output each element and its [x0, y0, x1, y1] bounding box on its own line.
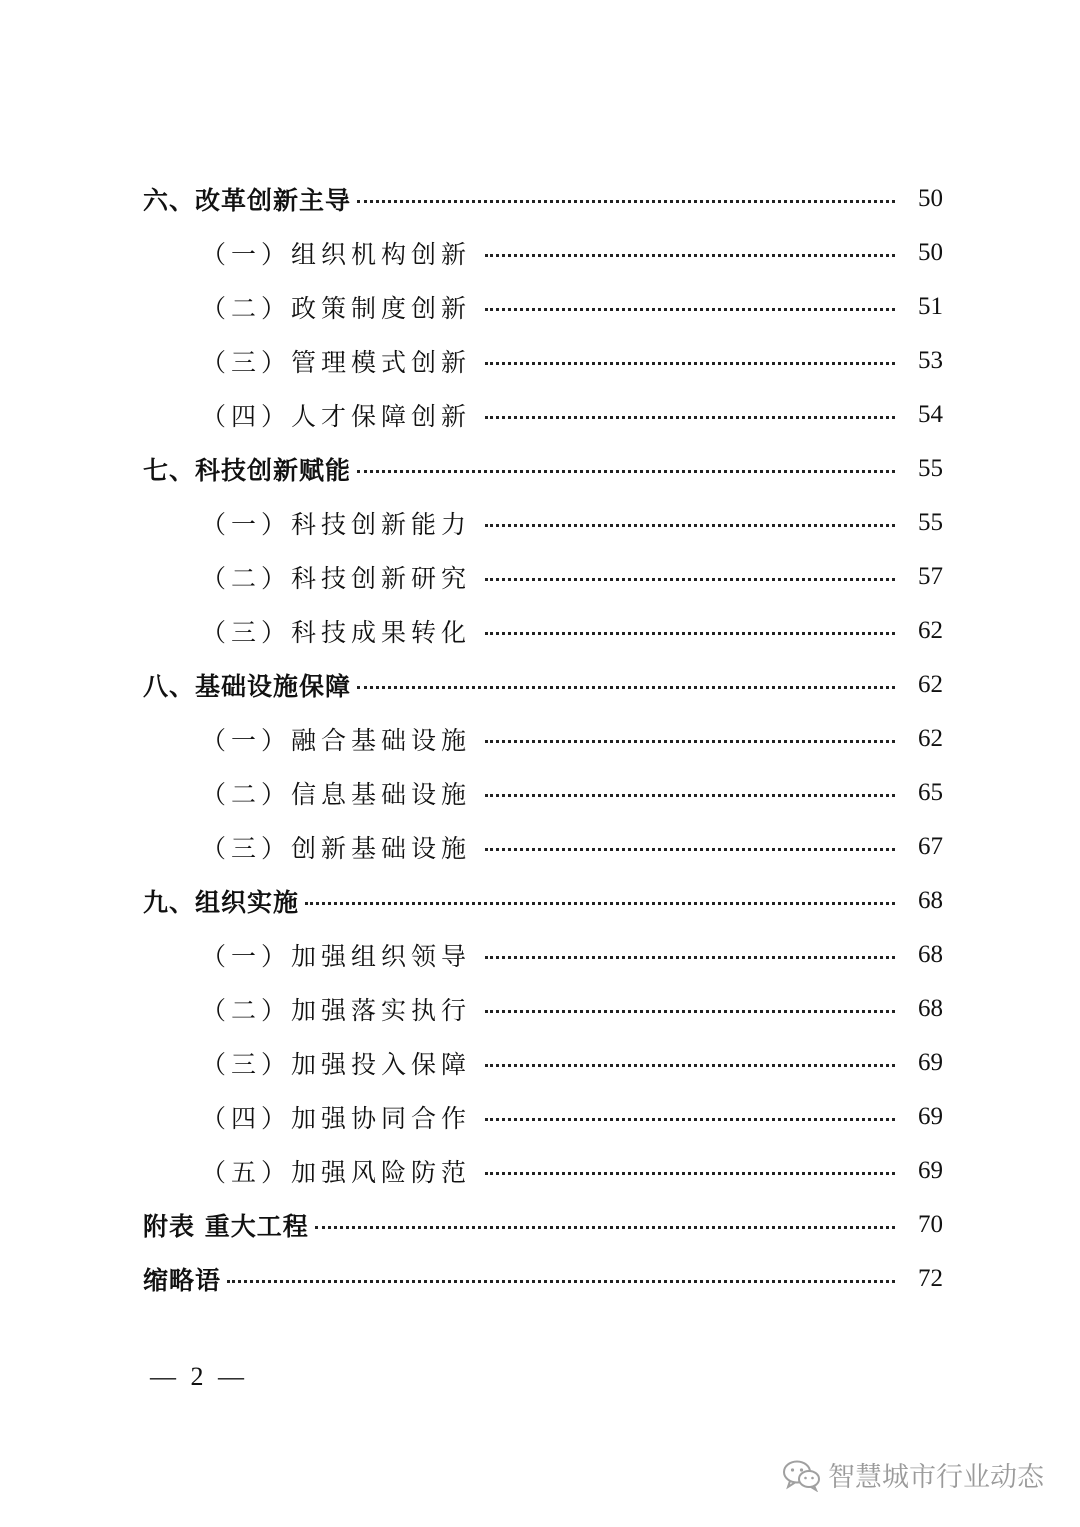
toc-subentry-8-1[interactable]: [143, 712, 943, 766]
toc-page-number: 50: [918, 239, 943, 266]
toc-entry-7[interactable]: [143, 442, 943, 496]
toc-page-number: 68: [918, 941, 943, 968]
wechat-icon: [782, 1458, 822, 1492]
toc-entry-title: 七、科技创新赋能: [143, 456, 352, 485]
dot-leader: [485, 956, 895, 959]
watermark: [782, 1455, 1044, 1494]
toc-page-number: 51: [918, 293, 943, 320]
toc-page-number: 54: [918, 401, 943, 428]
toc-subentry-6-4[interactable]: [143, 388, 943, 442]
toc-entry-title: （三）科技成果转化: [201, 618, 472, 647]
toc-subentry-6-1[interactable]: [143, 226, 943, 280]
toc-entry-title: （五）加强风险防范: [201, 1158, 472, 1187]
toc-entry-title: （四）人才保障创新: [201, 402, 472, 431]
toc-page-number: 50: [918, 185, 943, 212]
toc-page-number: 62: [918, 617, 943, 644]
toc-subentry-7-3[interactable]: [143, 604, 943, 658]
toc-entry-8[interactable]: [143, 658, 943, 712]
toc-page-number: 67: [918, 833, 943, 860]
dot-leader: [485, 1118, 895, 1121]
toc-page-number: 68: [918, 887, 943, 914]
dot-leader: [485, 848, 895, 851]
toc-entry-title: （三）创新基础设施: [201, 834, 472, 863]
toc-entry-6[interactable]: [143, 172, 943, 226]
toc-entry-title: 八、基础设施保障: [143, 672, 352, 701]
toc-page-number: 72: [918, 1265, 943, 1292]
toc-entry-title: （一）加强组织领导: [201, 942, 472, 971]
toc-entry-appendix[interactable]: [143, 1198, 943, 1252]
toc-entry-title: 缩略语: [143, 1266, 222, 1295]
toc-subentry-6-2[interactable]: [143, 280, 943, 334]
toc-page-number: 68: [918, 995, 943, 1022]
toc-entry-title: （二）科技创新研究: [201, 564, 472, 593]
toc-entry-title: 附表 重大工程: [143, 1212, 309, 1241]
dot-leader: [485, 308, 895, 311]
toc-subentry-9-3[interactable]: [143, 1036, 943, 1090]
footer-page-number: — 2 —: [150, 1362, 248, 1391]
dot-leader: [485, 524, 895, 527]
toc-entry-title: （一）组织机构创新: [201, 240, 472, 269]
dot-leader: [485, 416, 895, 419]
toc-entry-9[interactable]: [143, 874, 943, 928]
toc-entry-title: （一）融合基础设施: [201, 726, 472, 755]
toc-entry-title: （三）加强投入保障: [201, 1050, 472, 1079]
toc-page-number: 69: [918, 1103, 943, 1130]
toc-subentry-9-4[interactable]: [143, 1090, 943, 1144]
dot-leader: [485, 794, 895, 797]
dot-leader: [485, 254, 895, 257]
toc-subentry-8-2[interactable]: [143, 766, 943, 820]
toc-entry-title: （二）信息基础设施: [201, 780, 472, 809]
toc-page-number: 55: [918, 509, 943, 536]
toc-entry-title: （二）政策制度创新: [201, 294, 472, 323]
dot-leader: [485, 362, 895, 365]
dot-leader: [357, 686, 895, 689]
watermark-text: 智慧城市行业动态: [828, 1462, 1044, 1493]
dot-leader: [357, 470, 895, 473]
toc-page-number: 62: [918, 725, 943, 752]
table-of-contents: [143, 172, 943, 1306]
toc-entry-title: （四）加强协同合作: [201, 1104, 472, 1133]
toc-subentry-9-5[interactable]: [143, 1144, 943, 1198]
toc-entry-title: （二）加强落实执行: [201, 996, 472, 1025]
toc-entry-title: （三）管理模式创新: [201, 348, 472, 377]
dot-leader: [485, 632, 895, 635]
toc-page-number: 69: [918, 1157, 943, 1184]
toc-entry-title: （一）科技创新能力: [201, 510, 472, 539]
toc-subentry-9-1[interactable]: [143, 928, 943, 982]
toc-page-number: 57: [918, 563, 943, 590]
toc-subentry-7-2[interactable]: [143, 550, 943, 604]
toc-page-number: 53: [918, 347, 943, 374]
dot-leader: [485, 740, 895, 743]
dot-leader: [315, 1226, 895, 1229]
toc-page-number: 70: [918, 1211, 943, 1238]
dot-leader: [485, 578, 895, 581]
dot-leader: [485, 1010, 895, 1013]
toc-entry-title: 九、组织实施: [143, 888, 300, 917]
toc-page-number: 65: [918, 779, 943, 806]
dot-leader: [227, 1280, 895, 1283]
toc-page-number: 69: [918, 1049, 943, 1076]
toc-subentry-6-3[interactable]: [143, 334, 943, 388]
dot-leader: [357, 200, 895, 203]
dot-leader: [305, 902, 895, 905]
toc-page-number: 55: [918, 455, 943, 482]
dot-leader: [485, 1172, 895, 1175]
toc-subentry-8-3[interactable]: [143, 820, 943, 874]
toc-subentry-7-1[interactable]: [143, 496, 943, 550]
toc-subentry-9-2[interactable]: [143, 982, 943, 1036]
toc-page-number: 62: [918, 671, 943, 698]
toc-entry-title: 六、改革创新主导: [143, 186, 352, 215]
dot-leader: [485, 1064, 895, 1067]
toc-entry-abbreviations[interactable]: [143, 1252, 943, 1306]
